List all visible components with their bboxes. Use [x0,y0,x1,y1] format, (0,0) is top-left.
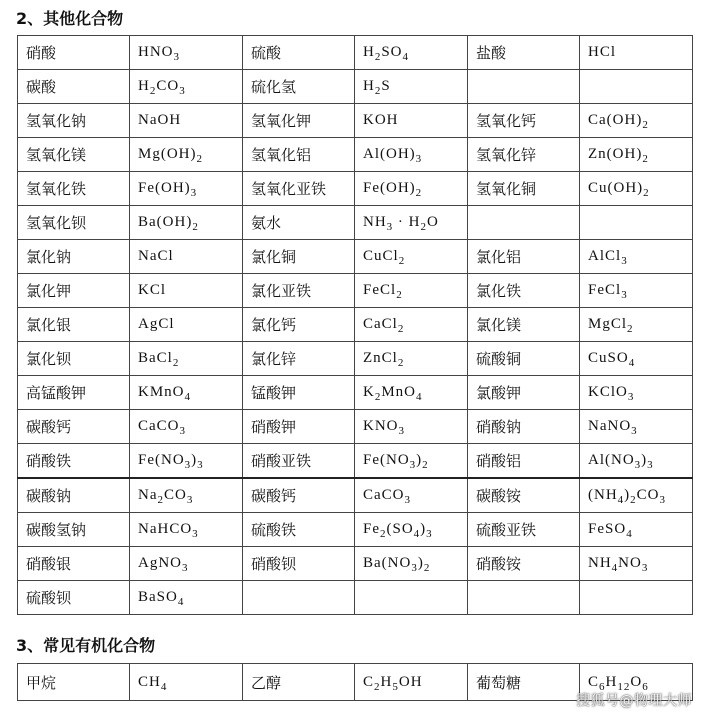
compound-name: 高锰酸钾 [18,376,130,410]
compound-name: 硝酸铁 [18,444,130,479]
chemical-formula: $C_2H_5OH$ [355,664,468,701]
compound-name: 硫酸钡 [18,581,130,615]
chemical-formula: $Fe(OH)_2$ [355,172,468,206]
compound-name: 氢氧化钠 [18,104,130,138]
compound-name: 硝酸银 [18,547,130,581]
chemical-formula: CaCO$_3$ [130,410,243,444]
chemical-formula: NaOH [130,104,243,138]
chemical-formula: MgCl$_2$ [580,308,693,342]
compound-name: 硝酸钾 [243,410,355,444]
chemical-formula: NaHCO$_3$ [130,513,243,547]
chemical-formula: $NH_4NO_3$ [580,547,693,581]
chemical-formula: $Fe(NO_3)_3$ [130,444,243,479]
compound-name: 硫酸铜 [468,342,580,376]
chemical-formula: AgCl [130,308,243,342]
chemical-formula: $NH_3 \cdot H_2O$ [355,206,468,240]
table-row [18,138,693,172]
section-title-other-compounds: 2、其他化合物 [16,9,124,28]
table-row [18,206,693,240]
chemical-formula: HCl [580,36,693,70]
chemical-formula: NaNO$_3$ [580,410,693,444]
compound-name: 氨水 [243,206,355,240]
compound-name [468,581,580,615]
chemical-formula: $Cu(OH)_2$ [580,172,693,206]
compound-name: 氯化锌 [243,342,355,376]
compound-name: 氯化银 [18,308,130,342]
compound-name: 氢氧化锌 [468,138,580,172]
chemical-formula: CaCO$_3$ [355,478,468,513]
compound-name: 氯化铝 [468,240,580,274]
chemical-formula: $Zn(OH)_2$ [580,138,693,172]
chemical-formula [580,581,693,615]
compound-name: 氯化钠 [18,240,130,274]
compound-name: 氯化钙 [243,308,355,342]
table-row [18,444,693,479]
chemical-formula: $Ba(OH)_2$ [130,206,243,240]
compound-name: 碳酸钙 [243,478,355,513]
compound-name: 氢氧化钙 [468,104,580,138]
compound-name: 氯化钾 [18,274,130,308]
chemical-formula: $HNO_3$ [130,36,243,70]
chemical-formula: $H_2S$ [355,70,468,104]
compound-name: 硫化氢 [243,70,355,104]
compound-name: 碳酸钙 [18,410,130,444]
compound-name [468,206,580,240]
compound-name: 氢氧化铝 [243,138,355,172]
chemical-formula: KClO$_3$ [580,376,693,410]
compound-name: 氢氧化镁 [18,138,130,172]
compound-name: 碳酸钠 [18,478,130,513]
chemical-formula: $Al(NO_3)_3$ [580,444,693,479]
chemical-formula: $Ba(NO_3)_2$ [355,547,468,581]
table-row [18,410,693,444]
chemical-formula: FeSO$_4$ [580,513,693,547]
section-title-organic-compounds: 3、常见有机化合物 [16,636,156,655]
compound-name: 硝酸钡 [243,547,355,581]
chemical-formula: CaCl$_2$ [355,308,468,342]
compound-name: 硝酸铝 [468,444,580,479]
table-row [18,308,693,342]
compound-name [468,70,580,104]
table-row [18,478,693,513]
chemical-formula: NaCl [130,240,243,274]
table-row [18,104,693,138]
compound-name: 硝酸铵 [468,547,580,581]
compound-name: 硫酸 [243,36,355,70]
table-row [18,513,693,547]
chemical-formula: $H_2SO_4$ [355,36,468,70]
table-row [18,240,693,274]
chemical-formula: KCl [130,274,243,308]
compound-name: 硫酸亚铁 [468,513,580,547]
chemical-formula: CuCl$_2$ [355,240,468,274]
compound-name: 氯酸钾 [468,376,580,410]
compound-name: 氢氧化亚铁 [243,172,355,206]
chemical-formula: $(NH_4)_2CO_3$ [580,478,693,513]
table-row [18,376,693,410]
chemical-formula: BaSO$_4$ [130,581,243,615]
chemical-formula: ZnCl$_2$ [355,342,468,376]
table-row [18,547,693,581]
chemical-formula: $Al(OH)_3$ [355,138,468,172]
compound-name: 乙醇 [243,664,355,701]
chemical-formula: $Fe_2(SO_4)_3$ [355,513,468,547]
compound-name: 硝酸 [18,36,130,70]
compound-name: 碳酸氢钠 [18,513,130,547]
table-row [18,36,693,70]
compound-name: 甲烷 [18,664,130,701]
chemical-formula: $CH_4$ [130,664,243,701]
compound-name: 氢氧化铜 [468,172,580,206]
compound-name: 碳酸 [18,70,130,104]
table-row [18,342,693,376]
chemical-formula: AgNO$_3$ [130,547,243,581]
compound-name: 碳酸铵 [468,478,580,513]
compound-name: 氢氧化钾 [243,104,355,138]
compound-name: 锰酸钾 [243,376,355,410]
compound-name: 氯化镁 [468,308,580,342]
compound-name: 氯化钡 [18,342,130,376]
watermark: 搜狐号@物理大师 [576,693,692,709]
compounds-table [17,35,693,615]
compound-name: 氯化铁 [468,274,580,308]
compound-name: 硝酸亚铁 [243,444,355,479]
compound-name: 盐酸 [468,36,580,70]
chemical-formula: BaCl$_2$ [130,342,243,376]
chemical-formula: $Ca(OH)_2$ [580,104,693,138]
compound-name: 硫酸铁 [243,513,355,547]
chemical-formula: $H_2CO_3$ [130,70,243,104]
compound-name: 氢氧化钡 [18,206,130,240]
chemical-formula: FeCl$_3$ [580,274,693,308]
chemical-formula [355,581,468,615]
compound-name: 硝酸钠 [468,410,580,444]
compound-name: 葡萄糖 [468,664,580,701]
compound-name: 氢氧化铁 [18,172,130,206]
compound-name: 氯化亚铁 [243,274,355,308]
table-row [18,172,693,206]
chemical-formula [580,206,693,240]
compound-name [243,581,355,615]
chemical-formula: AlCl$_3$ [580,240,693,274]
chemical-formula: $Mg(OH)_2$ [130,138,243,172]
chemical-formula: $C_6H_{12}O_6$ [580,664,693,701]
chemical-formula: $Fe(NO_3)_2$ [355,444,468,479]
chemical-formula: FeCl$_2$ [355,274,468,308]
chemical-formula: $K_2MnO_4$ [355,376,468,410]
table-row [18,274,693,308]
chemical-formula: KOH [355,104,468,138]
chemical-formula: $KNO_3$ [355,410,468,444]
chemical-formula: $Fe(OH)_3$ [130,172,243,206]
chemical-formula: KMnO$_4$ [130,376,243,410]
table-row [18,581,693,615]
table-row [18,70,693,104]
compound-name: 氯化铜 [243,240,355,274]
chemical-formula: $Na_2CO_3$ [130,478,243,513]
chemical-formula [580,70,693,104]
chemical-formula: CuSO$_4$ [580,342,693,376]
